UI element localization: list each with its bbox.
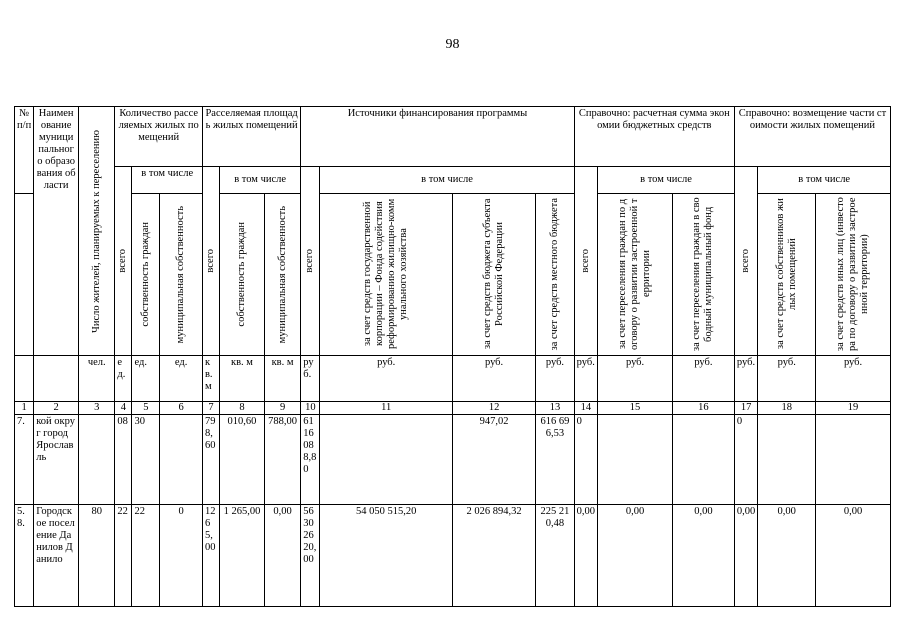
column-number: 11 xyxy=(320,402,452,415)
column-number: 17 xyxy=(734,402,758,415)
unit-cell: руб. xyxy=(758,356,816,402)
data-cell: 0 xyxy=(734,415,758,505)
data-cell: 611608 8,80 xyxy=(301,415,320,505)
header-other-persons: за счет средств иных лиц (инвестора по договору о развитии застроенной территории) xyxy=(816,193,891,355)
unit-cell: руб. xyxy=(816,356,891,402)
header-no-blank xyxy=(15,193,34,355)
column-number-row xyxy=(15,402,891,415)
header-municipality: Наименование муниципального образования области xyxy=(34,107,79,356)
data-cell: 616 696,53 xyxy=(536,415,574,505)
header-area-including: в том числе xyxy=(220,167,301,194)
column-number: 10 xyxy=(301,402,320,415)
data-cell: 80 xyxy=(79,505,115,607)
unit-cell: руб. xyxy=(301,356,320,402)
data-cell xyxy=(160,415,203,505)
data-cell xyxy=(672,415,734,505)
unit-cell: руб. xyxy=(734,356,758,402)
column-number: 15 xyxy=(598,402,673,415)
row-number: 5.8. xyxy=(15,505,34,607)
header-rooms-municipal: муниципальная собственность xyxy=(160,193,203,355)
header-dev-contract: за счет переселения граждан по договору о развитии застроенной территории xyxy=(598,193,673,355)
data-cell: 22 xyxy=(115,505,132,607)
header-rooms: Количество расселяемых жилых помещений xyxy=(115,107,203,167)
column-number: 19 xyxy=(816,402,891,415)
data-cell: 788,00 xyxy=(264,415,300,505)
data-cell: 08 xyxy=(115,415,132,505)
header-rooms-citizens: собственность граждан xyxy=(132,193,160,355)
table-row xyxy=(15,415,891,505)
header-residents: Число жителей, планируемых к переселению xyxy=(79,107,115,356)
data-cell xyxy=(320,415,452,505)
unit-cell: ед. xyxy=(160,356,203,402)
header-area: Расселяемая площадь жилых помещений xyxy=(202,107,300,167)
data-cell: 0,00 xyxy=(672,505,734,607)
column-number: 4 xyxy=(115,402,132,415)
data-cell: 010,60 xyxy=(220,415,265,505)
data-cell xyxy=(816,415,891,505)
row-number: 7. xyxy=(15,415,34,505)
data-cell: 1265,00 xyxy=(202,505,219,607)
data-cell: 225 210,48 xyxy=(536,505,574,607)
header-area-citizens: собственность граждан xyxy=(220,193,265,355)
data-cell: 798,60 xyxy=(202,415,219,505)
unit-cell: ед. xyxy=(115,356,132,402)
column-number: 16 xyxy=(672,402,734,415)
header-owners-funds: за счет средств собственников жилых помещений xyxy=(758,193,816,355)
table-row xyxy=(15,505,891,607)
data-cell: 54 050 515,20 xyxy=(320,505,452,607)
column-number: 3 xyxy=(79,402,115,415)
header-compensation: Справочно: возмещение части стоимости жилых помещений xyxy=(734,107,890,167)
data-cell: 0,00 xyxy=(734,505,758,607)
data-cell xyxy=(758,415,816,505)
data-cell: 0 xyxy=(574,415,598,505)
data-cell: 0,00 xyxy=(816,505,891,607)
unit-cell: руб. xyxy=(320,356,452,402)
unit-cell: руб. xyxy=(536,356,574,402)
unit-cell: кв. м xyxy=(220,356,265,402)
data-cell: 0,00 xyxy=(574,505,598,607)
column-number: 1 xyxy=(15,402,34,415)
header-no: № п/п xyxy=(15,107,34,194)
column-number: 7 xyxy=(202,402,219,415)
header-funding: Источники финансирования программы xyxy=(301,107,574,167)
header-compensation-total: всего xyxy=(734,167,758,356)
unit-cell xyxy=(34,356,79,402)
column-number: 2 xyxy=(34,402,79,415)
unit-cell: кв. м xyxy=(264,356,300,402)
data-cell: 0,00 xyxy=(264,505,300,607)
data-cell: 0,00 xyxy=(758,505,816,607)
header-area-total: всего xyxy=(202,167,219,356)
unit-cell: чел. xyxy=(79,356,115,402)
header-compensation-including: в том числе xyxy=(758,167,891,194)
data-cell: 30 xyxy=(132,415,160,505)
unit-cell xyxy=(15,356,34,402)
column-number: 8 xyxy=(220,402,265,415)
column-number: 12 xyxy=(452,402,535,415)
municipality-name: кой округ город Ярославль xyxy=(34,415,79,505)
data-cell: 947,02 xyxy=(452,415,535,505)
header-area-municipal: муниципальная собственность xyxy=(264,193,300,355)
column-number: 13 xyxy=(536,402,574,415)
unit-cell: руб. xyxy=(574,356,598,402)
data-cell: 2 026 894,32 xyxy=(452,505,535,607)
data-cell: 0 xyxy=(160,505,203,607)
unit-cell: ед. xyxy=(132,356,160,402)
header-funding-total: всего xyxy=(301,167,320,356)
data-cell xyxy=(598,415,673,505)
data-cell: 0,00 xyxy=(598,505,673,607)
unit-cell: кв.м xyxy=(202,356,219,402)
header-rooms-total: всего xyxy=(115,167,132,356)
header-regional-budget: за счет средств бюджета субъекта Российской Федерации xyxy=(452,193,535,355)
header-rooms-including: в том числе xyxy=(132,167,202,194)
resettlement-table xyxy=(14,106,891,607)
unit-cell: руб. xyxy=(452,356,535,402)
header-savings-including: в том числе xyxy=(598,167,735,194)
column-number: 9 xyxy=(264,402,300,415)
municipality-name: Городское поселение Данилов Данило xyxy=(34,505,79,607)
data-cell: 56302620,00 xyxy=(301,505,320,607)
column-number: 14 xyxy=(574,402,598,415)
header-funding-including: в том числе xyxy=(320,167,574,194)
unit-cell: руб. xyxy=(598,356,673,402)
header-local-budget: за счет средств местного бюджета xyxy=(536,193,574,355)
header-savings-total: всего xyxy=(574,167,598,356)
unit-cell: руб. xyxy=(672,356,734,402)
data-cell: 1 265,00 xyxy=(220,505,265,607)
column-number: 5 xyxy=(132,402,160,415)
page-number: 98 xyxy=(445,37,460,52)
header-fund-corp: за счет средств государственной корпорации – Фонда содействия реформированию жилищно-коммунального хозяйства xyxy=(320,193,452,355)
header-savings: Справочно: расчетная сумма экономии бюджетных средств xyxy=(574,107,734,167)
header-free-fund: за счет переселения граждан в свободный муниципальный фонд xyxy=(672,193,734,355)
column-number: 6 xyxy=(160,402,203,415)
units-row xyxy=(15,356,891,402)
data-cell: 22 xyxy=(132,505,160,607)
column-number: 18 xyxy=(758,402,816,415)
data-cell xyxy=(79,415,115,505)
